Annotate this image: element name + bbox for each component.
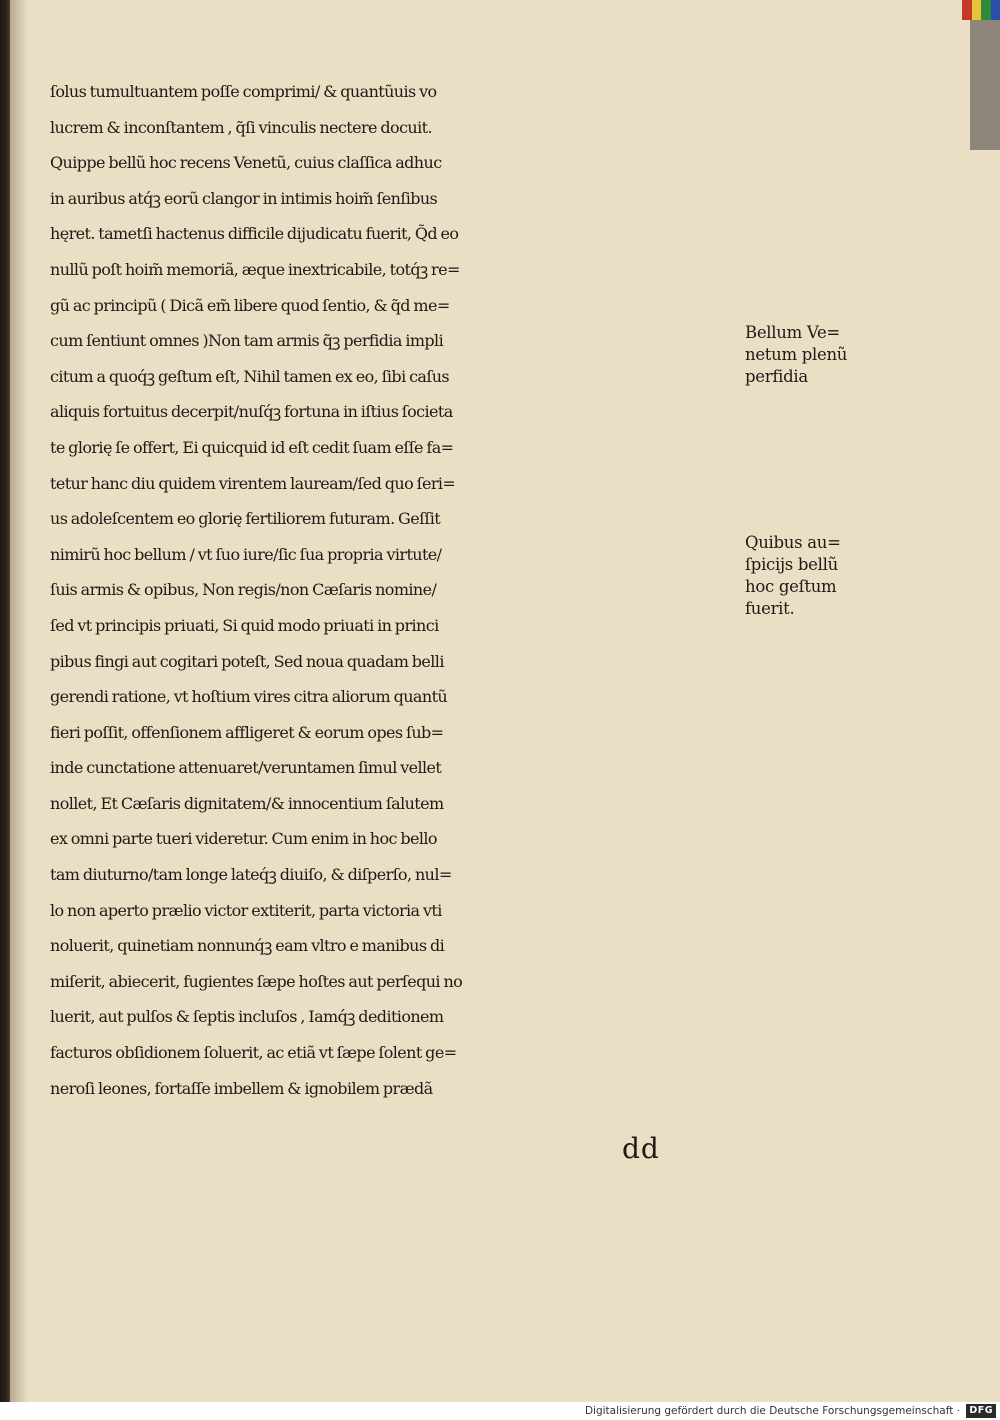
text-line: lucrem & inconſtantem , q̃ſi vinculis nectere docuit. [50,117,432,137]
color-calibration-target [962,0,1000,20]
text-line: nullũ poſt hoim̃ memoriã, æque inextricabile, totq́ꝫ re= [50,259,460,279]
text-line: Quippe bellũ hoc recens Venetũ, cuius claſſica adhuc [50,153,442,173]
text-line: miſerit, abiecerit, fugientes ſæpe hoſtes aut perſequi no [50,971,463,991]
text-line: cum ſentiunt omnes )Non tam armis q̃ꝫ perfidia impli [50,331,444,351]
margin-note-line: fuerit. [745,599,795,618]
text-line: gerendi ratione, vt hoſtium vires citra aliorum quantũ [50,687,448,707]
text-line: neroſi leones, fortaſſe imbellem & ignobilem prædã [50,1078,433,1098]
funding-credit: Digitalisierung gefördert durch die Deutsche Forschungsgemeinschaft · [584,1405,960,1417]
margin-note-line: perfidia [745,367,808,386]
page-binding [0,0,10,1402]
digitization-footer [0,1402,1000,1420]
text-line: hęret. tametſi hactenus difficile dijudicatu fuerit, Q̃d eo [50,224,459,244]
color-patch-red [962,0,972,20]
text-line: tam diuturno/tam longe lateq́ꝫ diuiſo, & diſperſo, nul= [50,865,452,885]
margin-note-line: netum plenũ [745,345,848,364]
text-line: nollet, Et Cæſaris dignitatem/& innocentium ſalutem [50,793,444,813]
text-line: ſolus tumultuantem poſſe comprimi/ & quantũuis vo [50,82,437,101]
text-line: gũ ac principũ ( Dicã em̃ libere quod ſentio, & q̃d me= [50,295,450,315]
margin-note-line: hoc geſtum [745,577,837,596]
dfg-logo: DFG [966,1404,996,1418]
main-text-block [50,74,750,1106]
text-line: lo non aperto prælio victor extiterit, parta victoria vti [50,900,442,920]
text-line: te glorię ſe offert, Ei quicquid id eſt cedit ſuam eſſe fa= [50,437,454,457]
margin-note-line: Bellum Ve= [745,323,840,342]
text-line: ex omni parte tueri videretur. Cum enim in hoc bello [50,829,437,849]
color-patch-green [981,0,991,20]
text-line: inde cunctatione attenuaret/veruntamen ſimul vellet [50,758,442,778]
scan-mount-corner [970,20,1000,150]
text-line: in auribus atq́ꝫ eorũ clangor in intimis hoim̃ ſenſibus [50,188,438,208]
catchword: dd [622,1132,660,1165]
text-line: aliquis fortuitus decerpit/nuſq́ꝫ fortuna in iſtius ſocieta [50,402,453,422]
margin-note-line: Quibus au= [745,533,841,552]
margin-note-bellum-venetum [745,322,847,388]
text-line: luerit, aut pulſos & ſeptis incluſos , Iamq́ꝫ deditionem [50,1007,444,1027]
text-line: facturos obſidionem ſoluerit, ac etiã vt ſæpe ſolent ge= [50,1043,457,1063]
text-line: tetur hanc diu quidem virentem lauream/ſed quo ſeri= [50,473,456,493]
margin-note-quibus-auspiciis [745,532,841,620]
color-patch-blue [991,0,1000,20]
text-line: ſed vt principis priuati, Si quid modo priuati in princi [50,615,439,635]
text-line: fieri poſſit, offenſionem affligeret & eorum opes ſub= [50,722,444,742]
text-line: pibus fingi aut cogitari poteſt, Sed noua quadam belli [50,651,444,671]
binding-shadow [10,0,28,1402]
text-line: nimirũ hoc bellum / vt ſuo iure/ſic ſua propria virtute/ [50,544,442,564]
text-line: noluerit, quinetiam nonnunq́ꝫ eam vltro e manibus di [50,936,445,956]
text-line: ſuis armis & opibus, Non regis/non Cæſaris nomine/ [50,580,437,600]
margin-note-line: ſpicijs bellũ [745,555,838,574]
text-line: us adoleſcentem eo glorię fertiliorem futuram. Geſſit [50,509,441,529]
text-line: citum a quoq́ꝫ geſtum eſt, Nihil tamen ex eo, ſibi caſus [50,366,450,386]
color-patch-yellow [972,0,982,20]
